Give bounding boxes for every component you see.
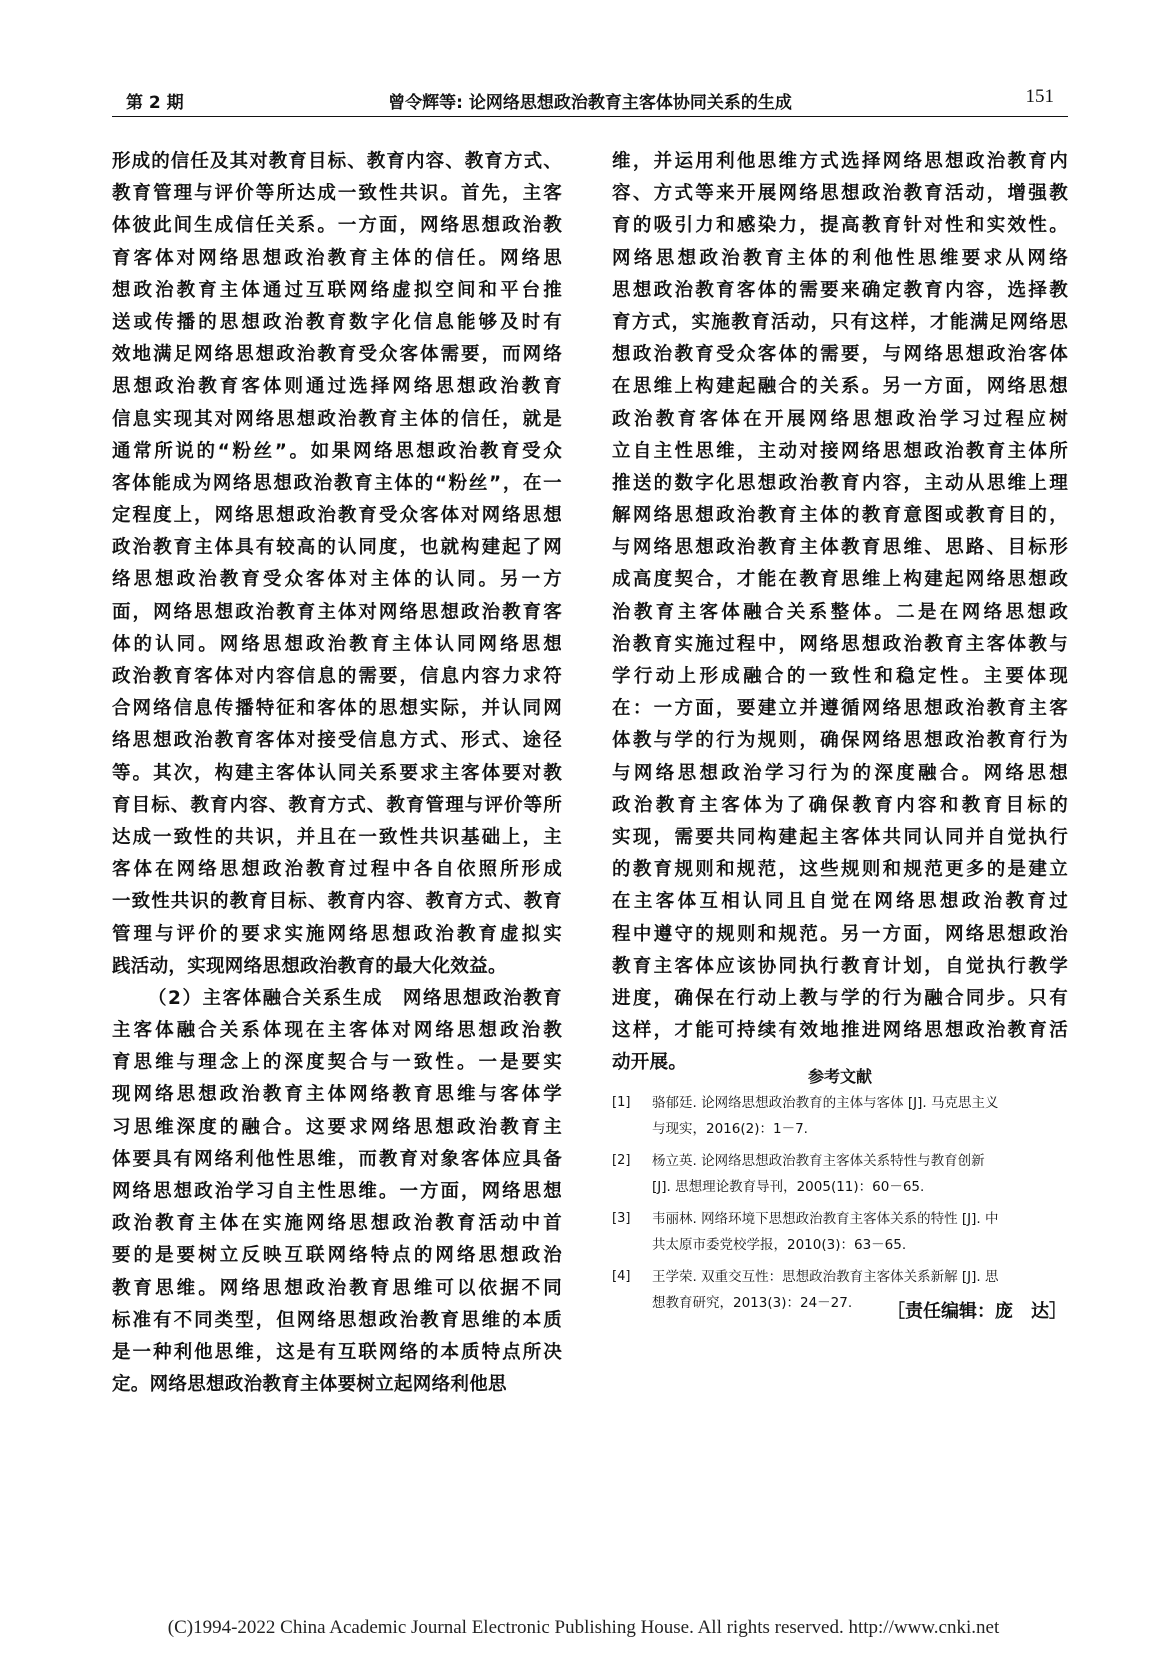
text-line: 络思想政治教育客体对接受信息方式、形式、途径 (112, 730, 562, 752)
text-line: 政治教育主客体为了确保教育内容和教育目标的 (612, 794, 1068, 816)
text-line: 效地满足网络思想政治教育受众客体需要，而网络 (112, 344, 562, 366)
text-line: 定。网络思想政治教育主体要树立起网络利他思 (112, 1374, 507, 1396)
reference-text: 杨立英. 论网络思想政治教育主客体关系特性与教育创新 (652, 1153, 985, 1169)
text-line: 通常所说的“粉丝”。如果网络思想政治教育受众 (112, 440, 562, 462)
text-line: 立自主性思维，主动对接网络思想政治教育主体所 (612, 440, 1068, 462)
reference-number: [1] (612, 1095, 631, 1110)
text-line: 维，并运用利他思维方式选择网络思想政治教育内 (612, 151, 1068, 172)
text-line: 政治教育主体具有较高的认同度，也就构建起了网 (112, 537, 562, 559)
text-line: 达成一致性的共识，并且在一致性共识基础上，主 (112, 826, 562, 848)
text-line: 容、方式等来开展网络思想政治教育活动，增强教 (612, 183, 1068, 205)
text-line: 育目标、教育内容、教育方式、教育管理与评价等所 (112, 794, 562, 816)
text-line: 送或传播的思想政治教育数字化信息能够及时有 (112, 311, 562, 333)
text-line: 解网络思想政治教育主体的教育意图或教育目的， (612, 505, 1068, 527)
text-line: 教育思维。网络思想政治教育思维可以依据不同 (112, 1277, 562, 1299)
references-title: 参考文献 (807, 1067, 872, 1086)
text-line: 这样，才能可持续有效地推进网络思想政治教育活 (612, 1020, 1068, 1042)
text-line: 思想政治教育客体的需要来确定教育内容，选择教 (612, 279, 1068, 301)
reference-number: [2] (612, 1153, 631, 1168)
running-title: 曾令辉等: 论网络思想政治教育主客体协同关系的生成 (388, 93, 792, 113)
text-line: 教育管理与评价等所达成一致性共识。首先，主客 (112, 183, 562, 205)
text-line: 政治教育主体在实施网络思想政治教育活动中首 (112, 1213, 562, 1235)
reference-text: 韦丽林. 网络环境下思想政治教育主客体关系的特性 [J]. 中 (652, 1211, 999, 1227)
text-line: 信息实现其对网络思想政治教育主体的信任，就是 (112, 408, 562, 430)
reference-item (612, 1148, 1068, 1200)
text-line: 学行动上形成融合的一致性和稳定性。主要体现 (612, 666, 1068, 687)
left-text-column (112, 146, 562, 1401)
text-line: 想政治教育主体通过互联网络虚拟空间和平台推 (112, 279, 562, 301)
text-line: 在主客体互相认同且自觉在网络思想政治教育过 (612, 891, 1068, 913)
responsible-editor: ［责任编辑：庞 达］ (887, 1301, 1067, 1322)
text-line: 教育主客体应该协同执行教育计划，自觉执行教学 (612, 955, 1068, 977)
reference-number: [4] (612, 1269, 631, 1284)
text-line: 育的吸引力和感染力，提高教育针对性和实效性。 (612, 215, 1068, 237)
issue-number: 第 2 期 (126, 93, 184, 113)
text-line: 想政治教育受众客体的需要，与网络思想政治客体 (612, 344, 1068, 366)
text-line: 与网络思想政治学习行为的深度融合。网络思想 (612, 762, 1068, 784)
text-line: 是一种利他思维，这是有互联网络的本质特点所决 (112, 1341, 562, 1363)
text-line: 面，网络思想政治教育主体对网络思想政治教育客 (112, 601, 562, 623)
text-line: 实现，需要共同构建起主客体共同认同并自觉执行 (612, 826, 1068, 848)
text-line: 的教育规则和规范，这些规则和规范更多的是建立 (612, 859, 1068, 881)
text-line: 践活动，实现网络思想政治教育的最大化效益。 (112, 955, 507, 977)
text-line: 形成的信任及其对教育目标、教育内容、教育方式、 (112, 151, 562, 172)
text-line: 治教育实施过程中，网络思想政治教育主客体教与 (612, 633, 1068, 655)
reference-text: 骆郁廷. 论网络思想政治教育的主体与客体 [J]. 马克思主义 (652, 1095, 999, 1111)
text-line: 体的认同。网络思想政治教育主体认同网络思想 (112, 633, 562, 655)
text-line: 网络思想政治学习自主性思维。一方面，网络思想 (112, 1181, 562, 1202)
text-line: 体彼此间生成信任关系。一方面，网络思想政治教 (112, 215, 562, 237)
text-line: 要的是要树立反映互联网络特点的网络思想政治 (112, 1245, 562, 1267)
text-line: 在：一方面，要建立并遵循网络思想政治教育主客 (612, 698, 1068, 720)
reference-text: [J]. 思想理论教育导刊，2005(11)：60－65. (652, 1179, 925, 1195)
text-line: 思想政治教育客体则通过选择网络思想政治教育 (112, 376, 562, 398)
text-line: 现网络思想政治教育主体网络教育思维与客体学 (112, 1084, 562, 1106)
text-line: 一致性共识的教育目标、教育内容、教育方式、教育 (112, 891, 562, 913)
text-line: 育客体对网络思想政治教育主体的信任。网络思 (112, 247, 562, 269)
text-line: （2）主客体融合关系生成 网络思想政治教育 (148, 987, 562, 1009)
text-line: 主客体融合关系体现在主客体对网络思想政治教 (112, 1020, 562, 1042)
text-line: 标准有不同类型，但网络思想政治教育思维的本质 (112, 1309, 562, 1331)
reference-number: [3] (612, 1211, 631, 1226)
text-line: 体要具有网络利他性思维，而教育对象客体应具备 (112, 1148, 562, 1170)
reference-text: 王学荣. 双重交互性：思想政治教育主客体关系新解 [J]. 思 (652, 1269, 999, 1285)
text-line: 等。其次，构建主客体认同关系要求主客体要对教 (112, 762, 562, 784)
references-list (612, 1090, 1068, 1322)
reference-text: 想教育研究，2013(3)：24－27. (652, 1295, 853, 1311)
text-line: 体教与学的行为规则，确保网络思想政治教育行为 (612, 730, 1068, 752)
text-line: 客体能成为网络思想政治教育主体的“粉丝”，在一 (112, 472, 562, 494)
page-number: 151 (1025, 86, 1054, 107)
text-line: 管理与评价的要求实施网络思想政治教育虚拟实 (112, 923, 562, 945)
reference-text: 与现实，2016(2)：1－7. (652, 1121, 808, 1137)
text-line: 合网络信息传播特征和客体的思想实际，并认同网 (112, 698, 562, 720)
text-line: 客体在网络思想政治教育过程中各自依照所形成 (112, 859, 562, 881)
text-line: 成高度契合，才能在教育思维上构建起网络思想政 (612, 569, 1068, 591)
reference-item (612, 1206, 1068, 1258)
text-line: 动开展。 (612, 1052, 688, 1074)
text-line: 定程度上，网络思想政治教育受众客体对网络思想 (112, 505, 562, 527)
text-line: 政治教育客体在开展网络思想政治学习过程应树 (612, 408, 1068, 430)
text-line: 推送的数字化思想政治教育内容，主动从思维上理 (612, 472, 1068, 494)
reference-item (612, 1090, 1068, 1142)
text-line: 在思维上构建起融合的关系。另一方面，网络思想 (612, 376, 1068, 398)
text-line: 网络思想政治教育主体的利他性思维要求从网络 (612, 247, 1068, 269)
text-line: 进度，确保在行动上教与学的行为融合同步。只有 (612, 987, 1068, 1009)
text-line: 习思维深度的融合。这要求网络思想政治教育主 (112, 1116, 562, 1138)
text-line: 络思想政治教育受众客体对主体的认同。另一方 (112, 569, 562, 591)
running-header (112, 86, 1068, 117)
text-line: 程中遵守的规则和规范。另一方面，网络思想政治 (612, 923, 1068, 945)
text-line: 治教育主客体融合关系整体。二是在网络思想政 (612, 601, 1068, 623)
text-line: 政治教育客体对内容信息的需要，信息内容力求符 (112, 666, 562, 687)
copyright-footer: (C)1994-2022 China Academic Journal Electronic Publishing House. All rights reserved. http://www.cnki.net (167, 1617, 1000, 1638)
text-line: 与网络思想政治教育主体教育思维、思路、目标形 (612, 537, 1068, 559)
text-line: 育思维与理念上的深度契合与一致性。一是要实 (112, 1052, 562, 1074)
reference-text: 共太原市委党校学报，2010(3)：63－65. (652, 1237, 907, 1253)
text-line: 育方式，实施教育活动，只有这样，才能满足网络思 (612, 311, 1068, 333)
right-text-column (612, 146, 1068, 1079)
